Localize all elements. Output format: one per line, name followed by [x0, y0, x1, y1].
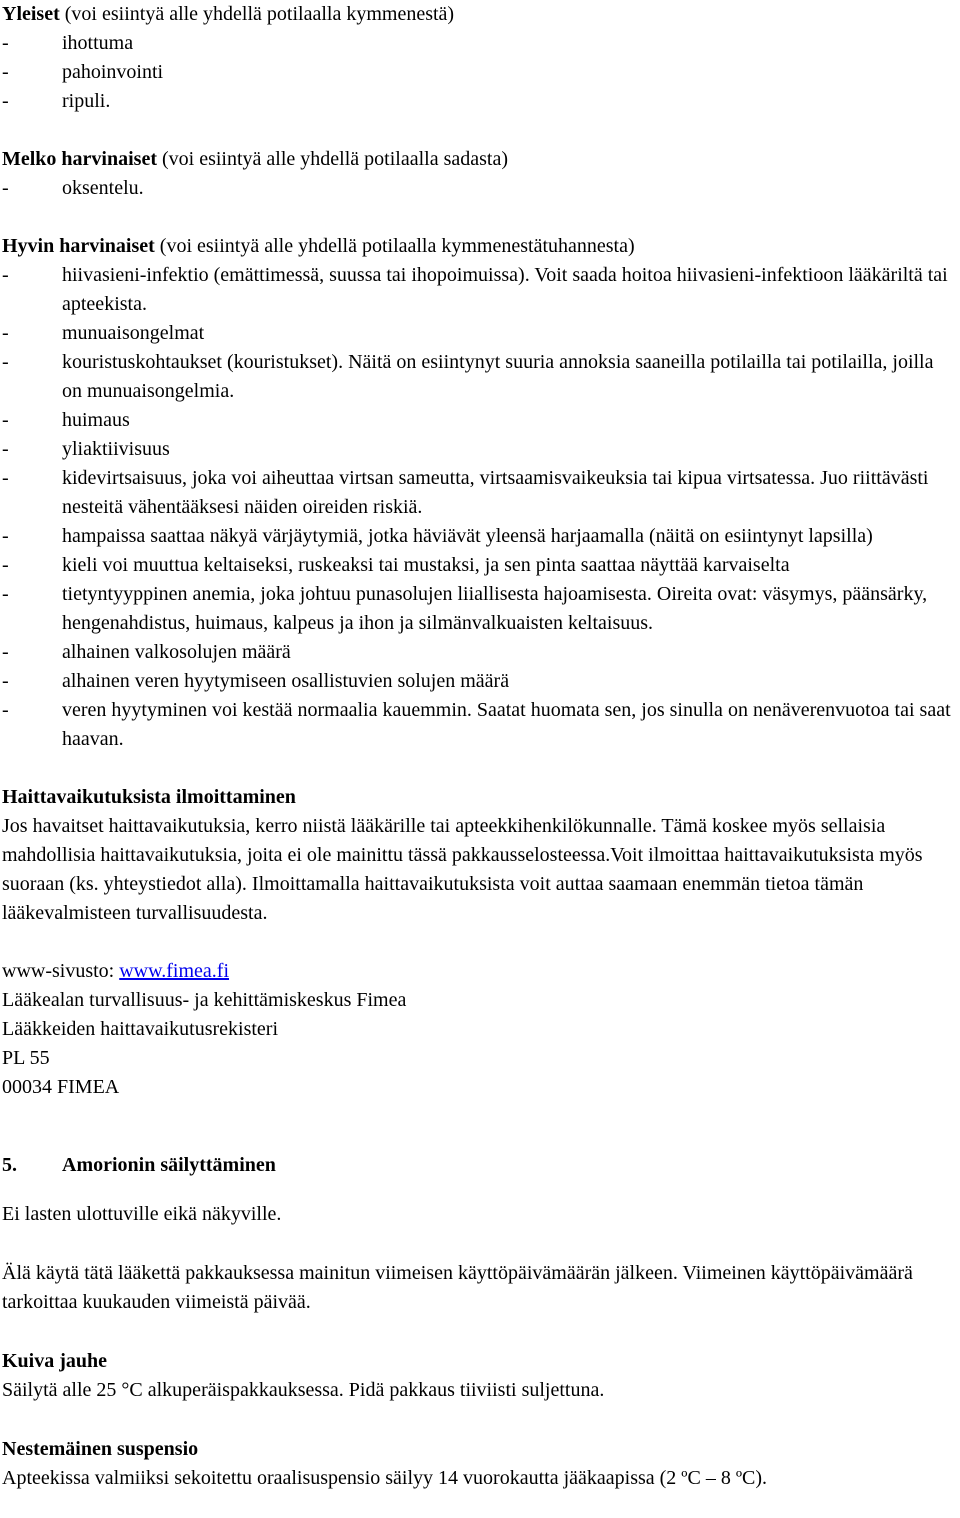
- rare-subtitle: (voi esiintyä alle yhdellä potilaalla kymmenestätuhannesta): [159, 235, 635, 257]
- leaflet-page: [2, 0, 958, 1493]
- website-line: [2, 957, 958, 986]
- list-item: - veren hyytyminen voi kestää normaalia kauemmin. Saatat huomata sen, jos sinulla on nenäverenvuotoa tai saat haavan.: [2, 699, 951, 750]
- list-item: - tietyntyyppinen anemia, joka johtuu punasolujen liiallisesta hajoamisesta. Oireita ovat: väsymys, päänsärky, hengenahdistus, huimaus, kalpeus ja ihon ja silmänvalkuaisten keltaisuus.: [2, 583, 928, 634]
- reporting-body: Jos havaitset haittavaikutuksia, kerro niistä lääkärille tai apteekkihenkilökunnalle. Tämä koskee myös sellaisia mahdollisia haittavaikutuksia, joita ei ole mainittu tässä pakkausselosteessa.Voit ilmoittaa haittavaikutuksista myös suoraan (ks. yhteystiedot alla). Ilmoittamalla haittavaikutuksista voit auttaa saamaan enemmän tietoa tämän lääkevalmisteen turvallisuudesta.: [2, 815, 923, 924]
- list-item: - munuaisongelmat: [2, 322, 205, 344]
- rare-heading: [2, 232, 958, 261]
- list-item: - kidevirtsaisuus, joka voi aiheuttaa virtsan sameutta, virtsaamisvaikeuksia tai kipua virtsatessa. Juo riittävästi nesteitä vähentääksesi näiden oireiden riskiä.: [2, 467, 929, 518]
- fimea-link[interactable]: www.fimea.fi: [119, 960, 230, 982]
- common-title: Yleiset: [2, 3, 60, 25]
- list-item: - kouristuskohtaukset (kouristukset). Näitä on esiintynyt suuria annoksia saaneilla potilailla tai potilailla, joilla on munuaisongelmia.: [2, 351, 934, 402]
- powder-heading: Kuiva jauhe: [2, 1350, 108, 1372]
- storage-paragraph-1: Ei lasten ulottuville eikä näkyville.: [2, 1203, 282, 1225]
- rare-list: [2, 261, 958, 754]
- uncommon-list: [2, 174, 958, 203]
- address-line: PL 55: [2, 1047, 50, 1069]
- common-heading: [2, 0, 958, 29]
- reporting-heading: Haittavaikutuksista ilmoittaminen: [2, 786, 296, 808]
- list-item: - yliaktiivisuus: [2, 438, 170, 460]
- address-line: 00034 FIMEA: [2, 1076, 120, 1098]
- suspension-text: Apteekissa valmiiksi sekoitettu oraalisuspensio säilyy 14 vuorokautta jääkaapissa (2 ºC – 8 ºC).: [2, 1467, 768, 1489]
- list-item: - ihottuma: [2, 32, 134, 54]
- storage-heading: [2, 1151, 958, 1180]
- list-item: - pahoinvointi: [2, 61, 164, 83]
- list-item: - hampaissa saattaa näkyä värjäytymiä, jotka häviävät yleensä harjaamalla (näitä on esiintynyt lapsilla): [2, 525, 873, 547]
- uncommon-heading: [2, 145, 958, 174]
- list-item: - kieli voi muuttua keltaiseksi, ruskeaksi tai mustaksi, ja sen pinta saattaa näyttää karvaiselta: [2, 554, 790, 576]
- storage-paragraph-2: Älä käytä tätä lääkettä pakkauksessa mainitun viimeisen käyttöpäivämäärän jälkeen. Viimeinen käyttöpäivämäärä tarkoittaa kuukauden viimeistä päivää.: [2, 1262, 913, 1313]
- uncommon-title: Melko harvinaiset: [2, 148, 157, 170]
- common-subtitle: (voi esiintyä alle yhdellä potilaalla kymmenestä): [64, 3, 455, 25]
- section-title: Amorionin säilyttäminen: [62, 1154, 276, 1176]
- rare-title: Hyvin harvinaiset: [2, 235, 155, 257]
- list-item: - alhainen valkosolujen määrä: [2, 641, 291, 663]
- website-label: www-sivusto:: [2, 960, 120, 982]
- suspension-heading: Nestemäinen suspensio: [2, 1438, 199, 1460]
- common-list: [2, 29, 958, 116]
- list-item: - ripuli.: [2, 90, 111, 112]
- address-line: Lääkkeiden haittavaikutusrekisteri: [2, 1018, 279, 1040]
- powder-text: Säilytä alle 25 °C alkuperäispakkauksessa. Pidä pakkaus tiiviisti suljettuna.: [2, 1379, 605, 1401]
- list-item: - alhainen veren hyytymiseen osallistuvien solujen määrä: [2, 670, 510, 692]
- section-number: 5.: [2, 1154, 17, 1176]
- list-item: - hiivasieni-infektio (emättimessä, suussa tai ihopoimuissa). Voit saada hoitoa hiivasieni-infektioon lääkäriltä tai apteekista.: [2, 264, 948, 315]
- list-item: - huimaus: [2, 409, 130, 431]
- uncommon-subtitle: (voi esiintyä alle yhdellä potilaalla sadasta): [162, 148, 508, 170]
- address-line: Lääkealan turvallisuus- ja kehittämiskeskus Fimea: [2, 989, 407, 1011]
- list-item: - oksentelu.: [2, 177, 144, 199]
